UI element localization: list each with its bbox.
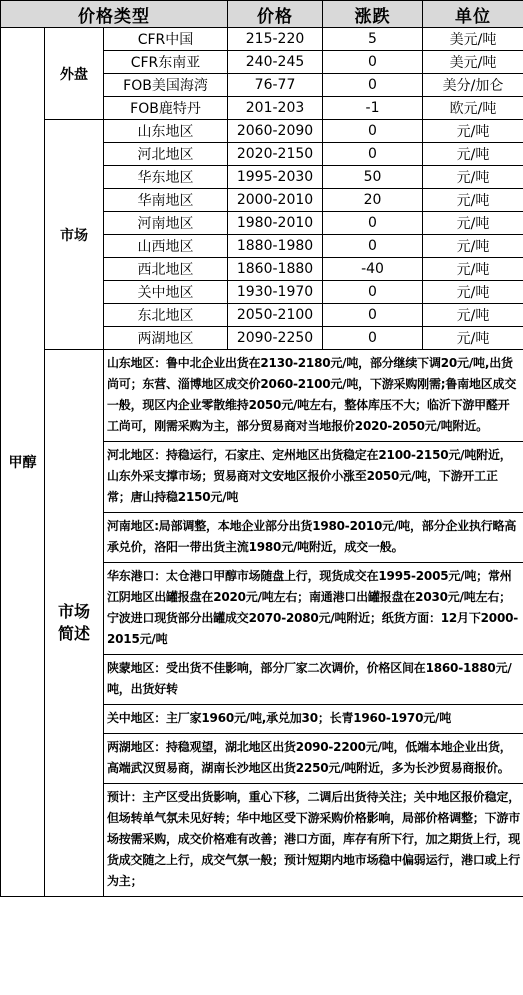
header-row [1,1,523,28]
row-change: -40 [323,258,423,281]
row-unit: 元/吨 [423,327,523,350]
row-name: 山西地区 [104,235,228,258]
row-name: 河南地区 [104,212,228,235]
row-unit: 元/吨 [423,143,523,166]
row-unit: 美分/加仑 [423,74,523,97]
row-price: 2020-2150 [228,143,323,166]
summary-label-line1: 市场 [57,602,90,621]
row-change: 0 [323,327,423,350]
header-unit: 单位 [423,1,523,28]
row-change: -1 [323,97,423,120]
summary-note-guanzhong: 关中地区：主厂家1960元/吨,承兑加30；长青1960-1970元/吨 [104,705,523,734]
summary-note-hebei: 河北地区：持稳运行，石家庄、定州地区出货稳定在2100-2150元/吨附近，山东外采支撑市场；贸易商对文安地区报价小涨至2050元/吨，下游开工正常；唐山持稳2150元/吨 [104,442,523,513]
row-change: 0 [323,120,423,143]
row-name: 东北地区 [104,304,228,327]
row-name: 河北地区 [104,143,228,166]
row-price: 201-203 [228,97,323,120]
row-name: 山东地区 [104,120,228,143]
row-unit: 美元/吨 [423,51,523,74]
row-name: FOB鹿特丹 [104,97,228,120]
summary-note-shandong: 山东地区：鲁中北企业出货在2130-2180元/吨，部分继续下调20元/吨,出货尚可；东营、淄博地区成交价2060-2100元/吨，下游采购刚需;鲁南地区成交一般，现区内企业零散维持2050元/吨左右，整体库压不大；临沂下游甲醛开工尚可，刚需采购为主，部分贸易商对当地报价2020-2050元/吨附近。 [104,350,523,442]
group-label-market: 市场 [45,120,104,350]
summary-note-shaanxi-mongolia: 陕蒙地区：受出货不佳影响，部分厂家二次调价，价格区间在1860-1880元/吨，出货好转 [104,655,523,705]
row-change: 20 [323,189,423,212]
row-change: 0 [323,74,423,97]
row-change: 0 [323,281,423,304]
row-price: 2050-2100 [228,304,323,327]
summary-note-lianghu: 两湖地区：持稳观望，湖北地区出货2090-2200元/吨，低端本地企业出货，高端武汉贸易商，湖南长沙地区出货2250元/吨附近，多为长沙贸易商报价。 [104,734,523,784]
row-name: 华南地区 [104,189,228,212]
row-price: 215-220 [228,28,323,51]
row-name: 西北地区 [104,258,228,281]
row-change: 0 [323,212,423,235]
row-unit: 元/吨 [423,120,523,143]
row-price: 1995-2030 [228,166,323,189]
row-unit: 元/吨 [423,166,523,189]
row-change: 5 [323,28,423,51]
row-price: 1980-2010 [228,212,323,235]
row-price: 1880-1980 [228,235,323,258]
row-price: 1860-1880 [228,258,323,281]
row-unit: 美元/吨 [423,28,523,51]
row-price: 2060-2090 [228,120,323,143]
row-name: 关中地区 [104,281,228,304]
row-unit: 元/吨 [423,212,523,235]
summary-row [1,350,523,442]
row-unit: 元/吨 [423,281,523,304]
row-unit: 元/吨 [423,189,523,212]
row-price: 2000-2010 [228,189,323,212]
row-change: 50 [323,166,423,189]
row-price: 1930-1970 [228,281,323,304]
summary-note-east-china-port: 华东港口：太仓港口甲醇市场随盘上行，现货成交在1995-2005元/吨；常州江阴地区出罐报盘在2020元/吨左右；南通港口出罐报盘在2030元/吨左右；宁波进口现货部分出罐成交2070-2080元/吨附近；纸货方面：12月下2000-2015元/吨 [104,563,523,655]
row-name: FOB美国海湾 [104,74,228,97]
row-change: 0 [323,235,423,258]
row-unit: 元/吨 [423,304,523,327]
row-change: 0 [323,304,423,327]
row-price: 240-245 [228,51,323,74]
header-change: 涨跌 [323,1,423,28]
summary-note-henan: 河南地区:局部调整，本地企业部分出货1980-2010元/吨，部分企业执行略高承兑价，洛阳一带出货主流1980元/吨附近，成交一般。 [104,513,523,563]
row-change: 0 [323,51,423,74]
row-name: 两湖地区 [104,327,228,350]
product-label: 甲醇 [1,28,45,897]
summary-label-line2: 简述 [57,624,90,643]
table-row [1,120,523,143]
row-name: 华东地区 [104,166,228,189]
row-unit: 元/吨 [423,235,523,258]
table-row [1,28,523,51]
row-name: CFR东南亚 [104,51,228,74]
group-label-summary [45,350,104,897]
row-price: 2090-2250 [228,327,323,350]
summary-note-forecast: 预计：主产区受出货影响，重心下移，二调后出货待关注；关中地区报价稳定，但场转单气氛未见好转；华中地区受下游采购价格影响，局部价格调整；下游市场按需采购，成交价格难有改善；港口方面，库存有所下行，加之期货上行，现货成交随之上行，成交气氛一般；预计短期内地市场稳中偏弱运行，港口或上行为主； [104,784,523,897]
row-unit: 元/吨 [423,258,523,281]
header-price-type: 价格类型 [1,1,228,28]
header-price: 价格 [228,1,323,28]
row-change: 0 [323,143,423,166]
row-unit: 欧元/吨 [423,97,523,120]
row-name: CFR中国 [104,28,228,51]
group-label-foreign: 外盘 [45,28,104,120]
row-price: 76-77 [228,74,323,97]
